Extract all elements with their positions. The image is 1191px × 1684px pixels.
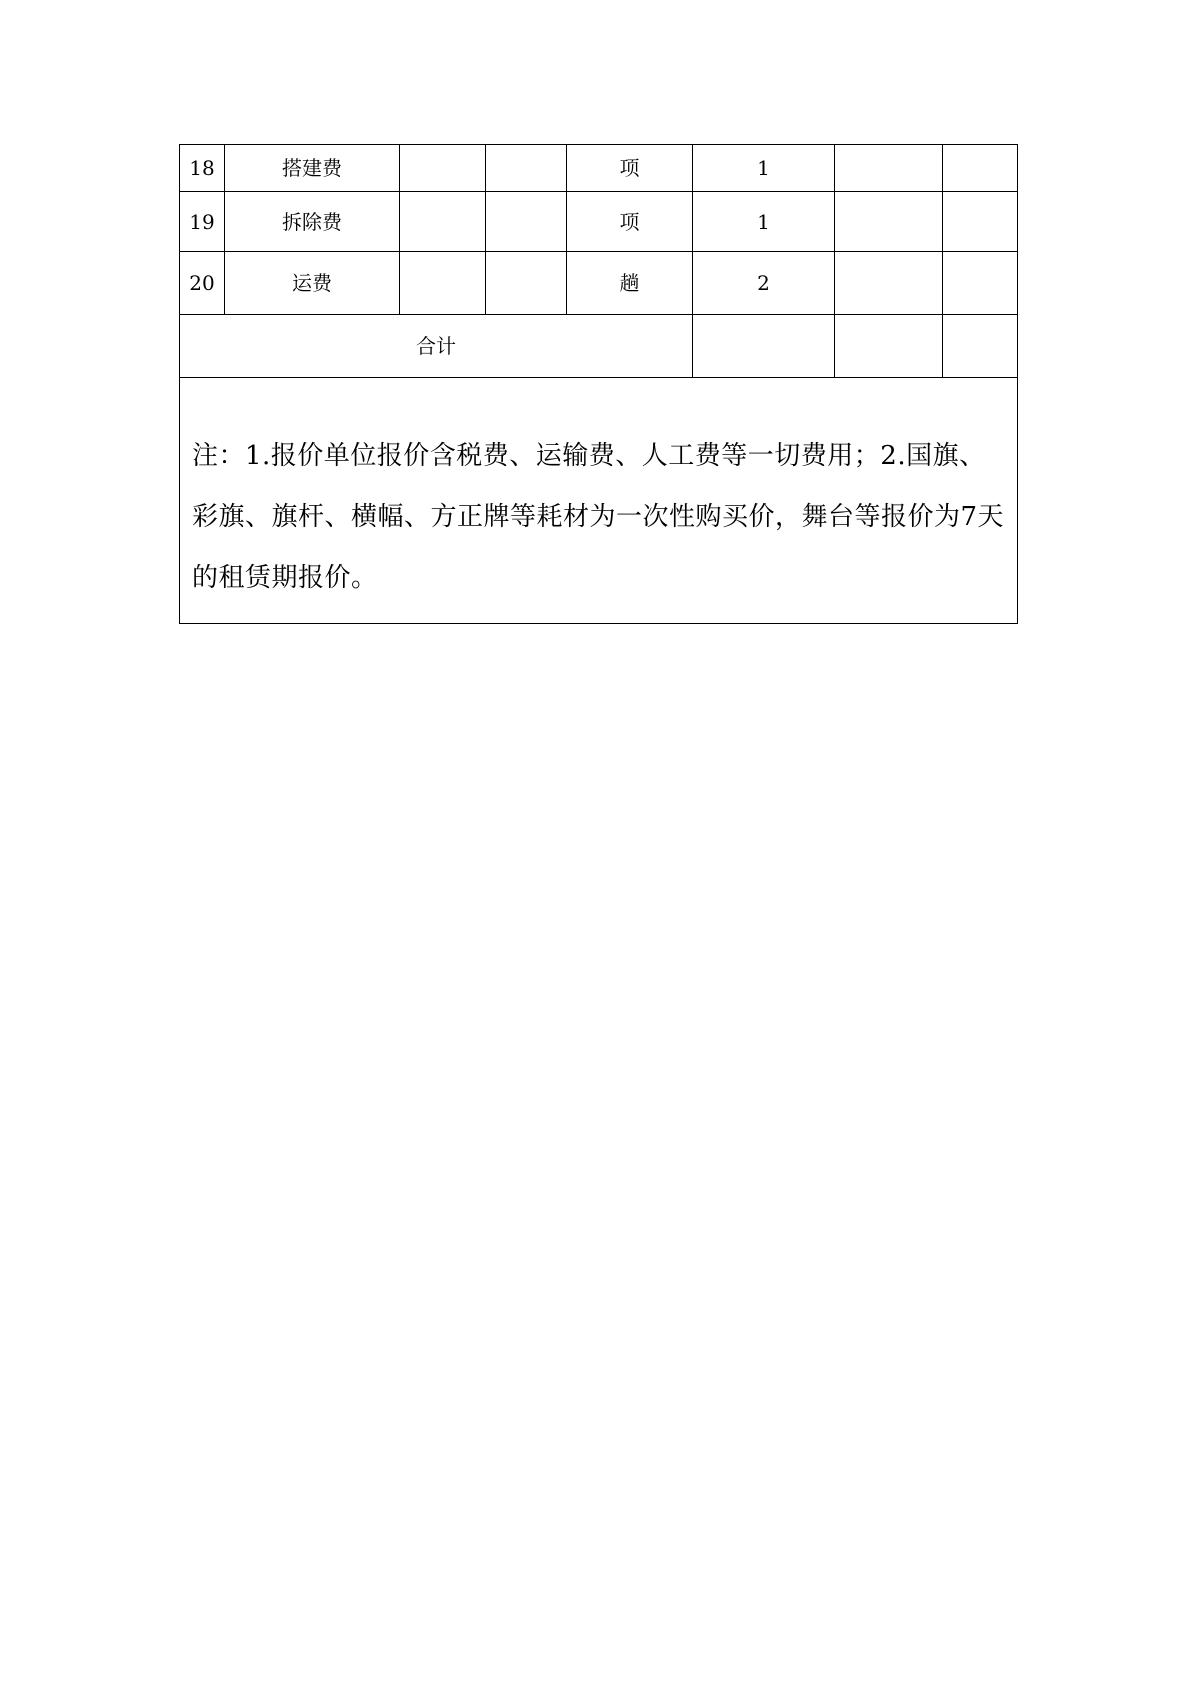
empty-cell — [486, 145, 567, 192]
empty-cell — [400, 192, 486, 252]
item-quantity: 1 — [693, 192, 835, 252]
item-unit: 项 — [567, 145, 693, 192]
table-row — [180, 252, 1018, 315]
item-quantity: 1 — [693, 145, 835, 192]
empty-cell — [400, 252, 486, 315]
empty-cell — [943, 315, 1018, 378]
empty-cell — [835, 252, 943, 315]
empty-cell — [486, 192, 567, 252]
table-row — [180, 192, 1018, 252]
note-row — [180, 378, 1018, 624]
empty-cell — [943, 145, 1018, 192]
empty-cell — [835, 145, 943, 192]
item-quantity: 2 — [693, 252, 835, 315]
note-text: 注：1.报价单位报价含税费、运输费、人工费等一切费用；2.国旗、彩旗、旗杆、横幅、方正牌等耗材为一次性购买价，舞台等报价为7天的租赁期报价。 — [180, 378, 1018, 624]
empty-cell — [835, 192, 943, 252]
item-unit: 趟 — [567, 252, 693, 315]
table-row — [180, 145, 1018, 192]
total-label: 合计 — [180, 315, 693, 378]
empty-cell — [835, 315, 943, 378]
total-row — [180, 315, 1018, 378]
empty-cell — [693, 315, 835, 378]
item-name: 拆除费 — [225, 192, 400, 252]
empty-cell — [486, 252, 567, 315]
empty-cell — [400, 145, 486, 192]
row-index: 20 — [180, 252, 225, 315]
empty-cell — [943, 192, 1018, 252]
empty-cell — [943, 252, 1018, 315]
row-index: 19 — [180, 192, 225, 252]
item-name: 运费 — [225, 252, 400, 315]
item-unit: 项 — [567, 192, 693, 252]
item-name: 搭建费 — [225, 145, 400, 192]
price-table — [179, 144, 1018, 624]
row-index: 18 — [180, 145, 225, 192]
